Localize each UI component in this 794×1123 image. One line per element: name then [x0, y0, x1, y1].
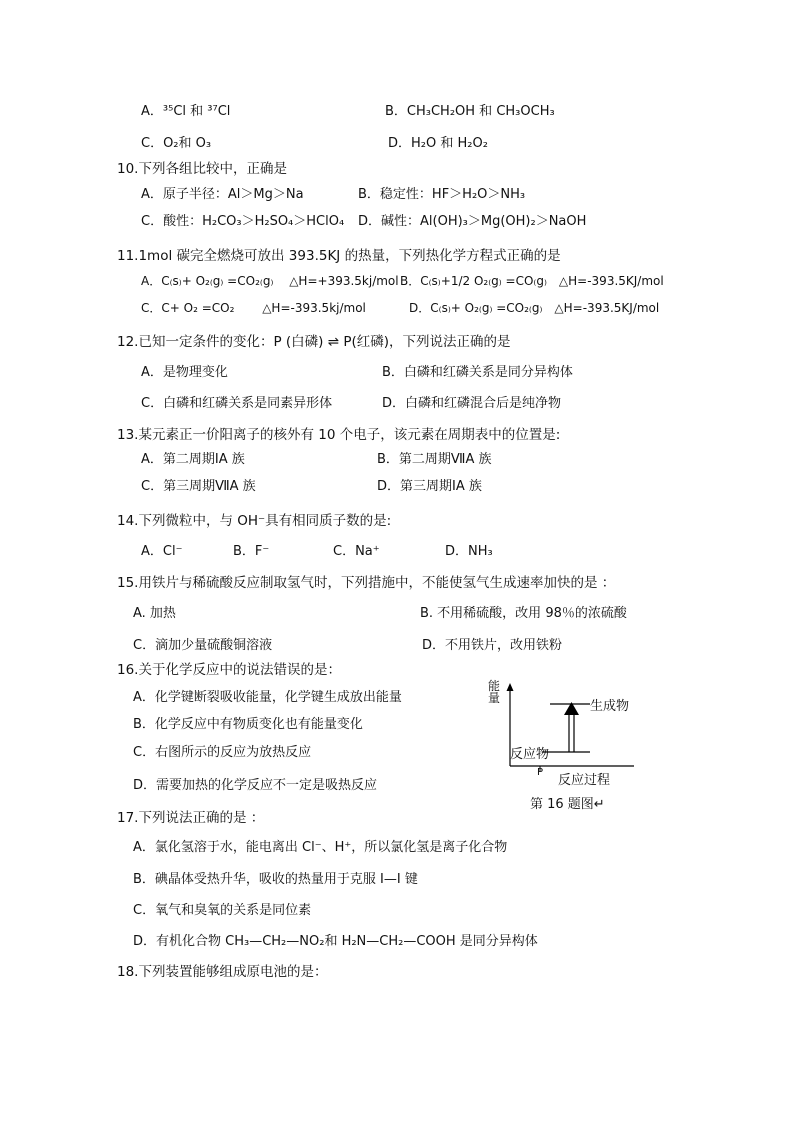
q17-option-a: A．氯化氢溶于水，能电离出 Cl⁻、H⁺，所以氯化氢是离子化合物	[133, 840, 508, 855]
q16-option-c: C．右图所示的反应为放热反应	[133, 745, 312, 760]
q17-option-b: B．碘晶体受热升华，吸收的热量用于克服 I—I 键	[133, 872, 418, 887]
reactant-label: 反应物	[510, 747, 550, 762]
origin-label: P	[537, 767, 544, 778]
q15-stem: 15.用铁片与稀硫酸反应制取氢气时，下列措施中，不能使氢气生成速率加快的是 ：	[117, 575, 616, 591]
q13-option-d: D．第三周期ⅠA 族	[377, 479, 482, 494]
q15-option-b: B. 不用稀硫酸，改用 98％的浓硫酸	[420, 606, 627, 621]
q12-stem: 12.已知一定条件的变化：P (白磷) ⇌ P(红磷)，下列说法正确的是	[117, 334, 511, 350]
q18-stem: 18.下列装置能够组成原电池的是：	[117, 964, 328, 980]
q14-option-a: A．Cl⁻	[141, 544, 183, 559]
q17-option-d: D．有机化合物 CH₃—CH₂—NO₂和 H₂N—CH₂—COOH 是同分异构体	[133, 934, 538, 949]
q11-option-d: D．C₍s₎+ O₂₍g₎ =CO₂₍g₎ △H=-393.5KJ/mol	[409, 301, 660, 315]
q11-stem: 11.1mol 碳完全燃烧可放出 393.5KJ 的热量，下列热化学方程式正确的是	[117, 248, 561, 264]
q11-option-c: C．C+ O₂ =CO₂ △H=-393.5kj/mol	[141, 301, 366, 315]
q14-option-d: D．NH₃	[445, 544, 493, 559]
q11-option-a: A．C₍s₎+ O₂₍g₎ =CO₂₍g₎ △H=+393.5kj/mol	[141, 274, 399, 288]
q14-option-b: B．F⁻	[233, 544, 270, 559]
q9-option-b: B．CH₃CH₂OH 和 CH₃OCH₃	[385, 104, 555, 119]
q9-option-d: D．H₂O 和 H₂O₂	[388, 136, 488, 151]
q13-stem: 13.某元素正一价阳离子的核外有 10 个电子，该元素在周期表中的位置是:	[117, 427, 561, 443]
q17-option-c: C．氧气和臭氧的关系是同位素	[133, 903, 312, 918]
q16-option-b: B．化学反应中有物质变化也有能量变化	[133, 717, 363, 732]
q13-option-a: A．第二周期ⅠA 族	[141, 452, 245, 467]
q16-option-d: D．需要加热的化学反应不一定是吸热反应	[133, 778, 378, 793]
q12-option-b: B．白磷和红磷关系是同分异构体	[382, 365, 573, 380]
q10-option-d: D．碱性：Al(OH)₃＞Mg(OH)₂＞NaOH	[358, 214, 587, 229]
y-axis-label: 能量	[488, 679, 501, 705]
q10-option-b: B．稳定性：HF＞H₂O＞NH₃	[358, 187, 526, 202]
q12-option-d: D．白磷和红磷混合后是纯净物	[382, 396, 562, 411]
q10-option-c: C．酸性：H₂CO₃＞H₂SO₄＞HClO₄	[141, 214, 345, 229]
q17-stem: 17.下列说法正确的是 ：	[117, 810, 265, 826]
q14-option-c: C．Na⁺	[333, 544, 380, 559]
product-label: 生成物	[590, 699, 630, 714]
q14-stem: 14.下列微粒中，与 OH⁻具有相同质子数的是:	[117, 513, 392, 529]
q13-option-c: C．第三周期ⅦA 族	[141, 479, 256, 494]
energy-diagram	[486, 680, 646, 810]
q11-option-b: B．C₍s₎+1/2 O₂₍g₎ =CO₍g₎ △H=-393.5KJ/mol	[400, 274, 664, 288]
q10-stem: 10.下列各组比较中，正确是	[117, 161, 287, 177]
x-axis-label: 反应过程	[558, 773, 611, 788]
q12-option-c: C．白磷和红磷关系是同素异形体	[141, 396, 333, 411]
q9-option-a: A．³⁵Cl 和 ³⁷Cl	[141, 104, 231, 119]
q9-option-c: C．O₂和 O₃	[141, 136, 212, 151]
q15-option-c: C．滴加少量硫酸铜溶液	[133, 638, 273, 653]
y-axis-arrowhead	[507, 683, 514, 691]
q12-option-a: A．是物理变化	[141, 365, 228, 380]
q15-option-d: D．不用铁片，改用铁粉	[422, 638, 563, 653]
q16-stem: 16.关于化学反应中的说法错误的是：	[117, 662, 341, 678]
q16-option-a: A．化学键断裂吸收能量，化学键生成放出能量	[133, 690, 402, 705]
q10-option-a: A．原子半径：Al＞Mg＞Na	[141, 187, 304, 202]
figure-caption: 第 16 题图↵	[530, 797, 605, 812]
q13-option-b: B．第二周期ⅦA 族	[377, 452, 492, 467]
q15-option-a: A. 加热	[133, 606, 176, 621]
